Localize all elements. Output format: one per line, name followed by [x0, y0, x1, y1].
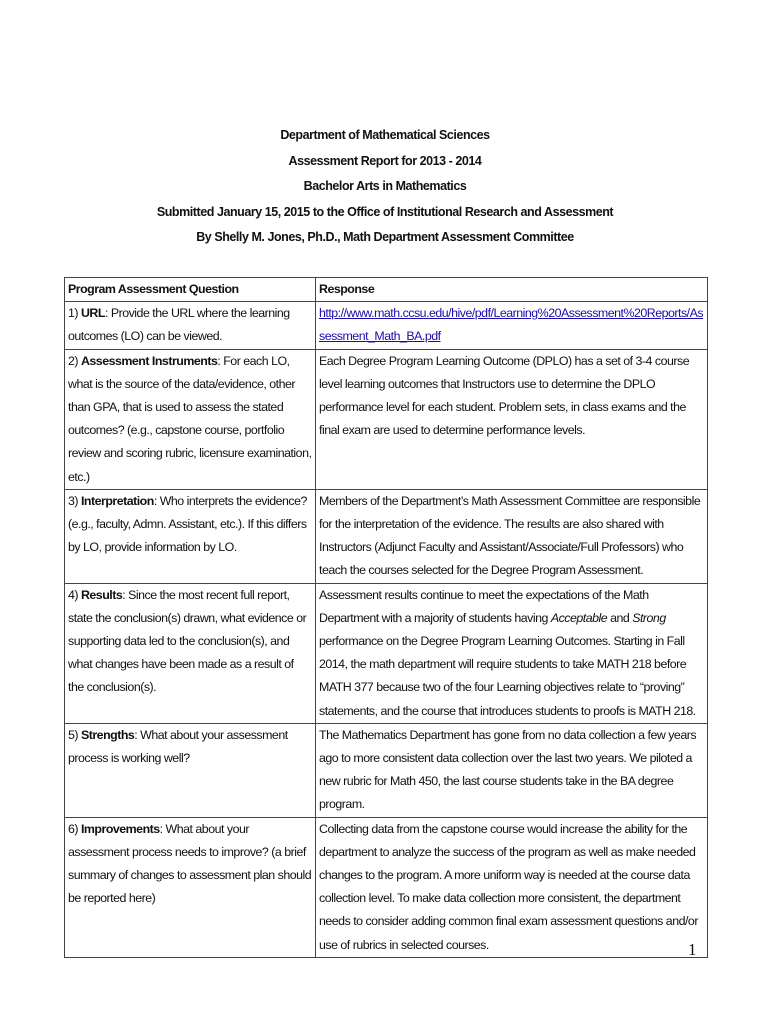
assessment-table [64, 277, 708, 958]
submission-line: Submitted January 15, 2015 to the Office of Institutional Research and Assessment [156, 204, 614, 219]
question-number: 4) [68, 587, 81, 602]
response-cell: Each Degree Program Learning Outcome (DPLO) has a set of 3-4 course level learning outcomes that Instructors use to determine the DPLO performance level for each student. Problem sets, in class exams and the final exam are used to determine performance levels. [316, 349, 708, 489]
department-title: Department of Mathematical Sciences [280, 128, 490, 142]
question-term: Interpretation [80, 493, 154, 508]
question-text: : What about your assessment process needs to improve? (a brief summary of changes to assessment plan should be reported here) [68, 821, 312, 906]
response-cell: Members of the Department’s Math Assessment Committee are responsible for the interpretation of the evidence. The results are also shared with Instructors (Adjunct Faculty and Assistant/Associate/Full Professors) who teach the courses selected for the Degree Program Assessment. [316, 489, 708, 583]
response-cell: Collecting data from the capstone course would increase the ability for the department to analyze the success of the program as well as make needed changes to the program. A more uniform way is needed at the course data collection level. To make data collection more consistent, the department needs to consider adding common final exam assessment questions and/or use of rubrics in selected courses. [316, 817, 708, 957]
response-cell [316, 583, 708, 723]
response-cell [316, 302, 708, 349]
column-header-question: Program Assessment Question [65, 278, 316, 302]
question-number: 2) [68, 353, 81, 368]
question-term: Results [80, 587, 123, 602]
question-cell [65, 349, 316, 489]
report-title: Assessment Report for 2013 - 2014 [288, 153, 482, 168]
question-number: 6) [68, 821, 81, 836]
table-row [65, 817, 708, 957]
question-number: 5) [68, 727, 81, 742]
question-term: Improvements [80, 821, 160, 836]
question-text: : Provide the URL where the learning outcomes (LO) can be viewed. [68, 306, 290, 344]
table-row [65, 723, 708, 817]
table-row [65, 302, 708, 349]
response-text: performance on the Degree Program Learning Outcomes. Starting in Fall 2014, the math department will require students to take MATH 218 before MATH 377 because two of the four Learning objectives relate to “proving” statements, and the course that introduces students to proofs is MATH 218. [319, 634, 696, 718]
question-cell [65, 583, 316, 723]
response-text: and [607, 610, 633, 625]
question-number: 1) [68, 306, 81, 321]
question-cell [65, 302, 316, 349]
question-text: : Since the most recent full report, state the conclusion(s) drawn, what evidence or supporting data led to the conclusion(s), and what changes have been made as a result of the conclusion(s). [68, 587, 307, 695]
table-row [65, 583, 708, 723]
table-row [65, 489, 708, 583]
question-cell [65, 723, 316, 817]
question-text: : For each LO, what is the source of the data/evidence, other than GPA, that is used to assess the stated outcomes? (e.g., capstone course, portfolio review and scoring rubric, licensure examination, etc.) [68, 353, 312, 484]
question-term: URL [80, 306, 105, 321]
question-number: 3) [68, 493, 81, 508]
column-header-response: Response [316, 278, 708, 302]
question-cell [65, 817, 316, 957]
page-number: 1 [688, 940, 697, 959]
question-cell [65, 489, 316, 583]
learning-outcomes-link[interactable]: http://www.math.ccsu.edu/hive/pdf/Learning%20Assessment%20Reports/Assessment_Math_BA.pdf [319, 306, 704, 344]
author-line: By Shelly M. Jones, Ph.D., Math Department Assessment Committee [196, 230, 574, 244]
question-text: : What about your assessment process is working well? [68, 727, 288, 766]
emphasis-strong: Strong [632, 610, 666, 625]
table-row [65, 349, 708, 489]
report-header [0, 123, 770, 251]
emphasis-acceptable: Acceptable [550, 610, 608, 625]
degree-title: Bachelor Arts in Mathematics [303, 179, 467, 193]
question-term: Assessment Instruments [80, 353, 218, 368]
response-text: Assessment results continue to meet the expectations of the Math Department with a majority of students having [319, 587, 649, 625]
table-header-row [65, 278, 708, 302]
question-term: Strengths [80, 727, 135, 742]
response-cell: The Mathematics Department has gone from no data collection a few years ago to more consistent data collection over the last two years. We piloted a new rubric for Math 450, the last course students take in the BA degree program. [316, 723, 708, 817]
question-text: : Who interprets the evidence? (e.g., faculty, Admn. Assistant, etc.). If this differs by LO, provide information by LO. [68, 493, 307, 555]
